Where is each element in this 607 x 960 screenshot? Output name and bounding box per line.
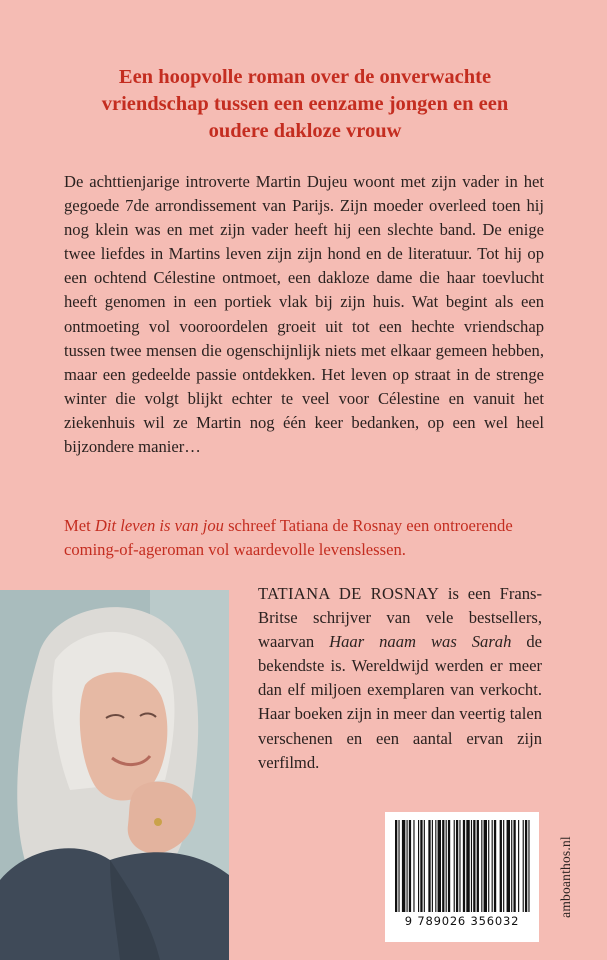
barcode-bars xyxy=(393,820,531,912)
barcode-bar xyxy=(398,820,399,912)
barcode-bar xyxy=(420,820,422,912)
barcode-bar xyxy=(466,820,469,912)
barcode-bar xyxy=(500,820,502,912)
back-cover-headline: Een hoopvolle roman over de onverwachte vriendschap tussen een eenzame jongen en een oudere dakloze vrouw xyxy=(101,66,509,142)
barcode-bar xyxy=(471,820,472,912)
barcode-bar xyxy=(518,820,519,912)
author-bio xyxy=(258,582,542,775)
barcode-bar xyxy=(424,820,425,912)
barcode-bar xyxy=(492,820,493,912)
barcode-bar xyxy=(448,820,450,912)
barcode-bar xyxy=(528,820,529,912)
barcode-bar xyxy=(428,820,430,912)
publisher-url-text: amboanthos.nl xyxy=(558,836,573,918)
barcode-bar xyxy=(459,820,460,912)
barcode-bar xyxy=(488,820,489,912)
barcode-bar xyxy=(432,820,433,912)
barcode-bar xyxy=(473,820,475,912)
barcode-bar xyxy=(481,820,482,912)
barcode-bar xyxy=(409,820,411,912)
barcode-bar xyxy=(442,820,444,912)
bio-text-part-2: de bekendste is. Wereldwijd werden er meer dan elf miljoen exemplaren van verkocht. Haar boeken zijn in meer dan veertig talen verschenen en een aantal ervan zijn verfilmd. xyxy=(258,632,543,772)
barcode-bar xyxy=(484,820,487,912)
author-photo xyxy=(0,590,229,960)
barcode-bar xyxy=(477,820,479,912)
publisher-url xyxy=(556,812,576,942)
isbn-digits: 9 789026 356032 xyxy=(404,914,520,928)
author-name: TATIANA DE ROSNAY xyxy=(258,584,440,603)
barcode-bar xyxy=(446,820,447,912)
barcode-bar xyxy=(513,820,515,912)
barcode-bar xyxy=(503,820,504,912)
tagline-book-title: Dit leven is van jou xyxy=(94,516,224,535)
barcode-bar xyxy=(435,820,436,912)
barcode-bar xyxy=(456,820,458,912)
barcode-bar xyxy=(418,820,419,912)
barcode-bar xyxy=(507,820,510,912)
isbn-barcode xyxy=(385,812,539,942)
barcode-bar xyxy=(413,820,414,912)
barcode-bar xyxy=(523,820,524,912)
barcode-bar xyxy=(438,820,441,912)
tagline xyxy=(64,514,544,562)
barcode-bar xyxy=(402,820,405,912)
bio-book-title: Haar naam was Sarah xyxy=(329,632,512,652)
barcode-bar xyxy=(395,820,397,912)
barcode-bar xyxy=(454,820,455,912)
barcode-bar xyxy=(407,820,408,912)
bio-text-part-1: is een Frans-Britse schrijver van vele bestsellers, waarvan xyxy=(258,584,542,652)
tagline-suffix: schreef Tatiana de Rosnay een ontroerende coming-of-ageroman vol waardevolle levenslessen. xyxy=(64,516,513,559)
barcode-bar xyxy=(463,820,465,912)
tagline-prefix: Met xyxy=(64,516,95,535)
synopsis-paragraph: De achttienjarige introverte Martin Dujeu woont met zijn vader in het gegoede 7de arrondissement van Parijs. Zijn moeder overleed toen hij nog klein was en met zijn vader heeft hij een slechte band. De enige twee liefdes in Martins leven zijn zijn hond en de literatuur. Tot hij op een ochtend Célestine ontmoet, een dakloze dame die haar toevlucht heeft genomen in een portiek vlak bij zijn huis. Wat begint als een ontmoeting vol vooroordelen groeit uit tot een hechte vriendschap tussen twee mensen die ogenschijnlijk niets met elkaar gemeen hebben, maar een gedeelde passie ontdekken. Het leven op straat in de strenge winter die volgt blijkt echter te veel voor Célestine en vanuit het ziekenhuis wil ze Martin nog één keer bedanken, op een wel heel bijzondere manier… xyxy=(64,172,544,457)
barcode-bar xyxy=(511,820,512,912)
barcode-bar xyxy=(494,820,496,912)
barcode-bar xyxy=(525,820,527,912)
